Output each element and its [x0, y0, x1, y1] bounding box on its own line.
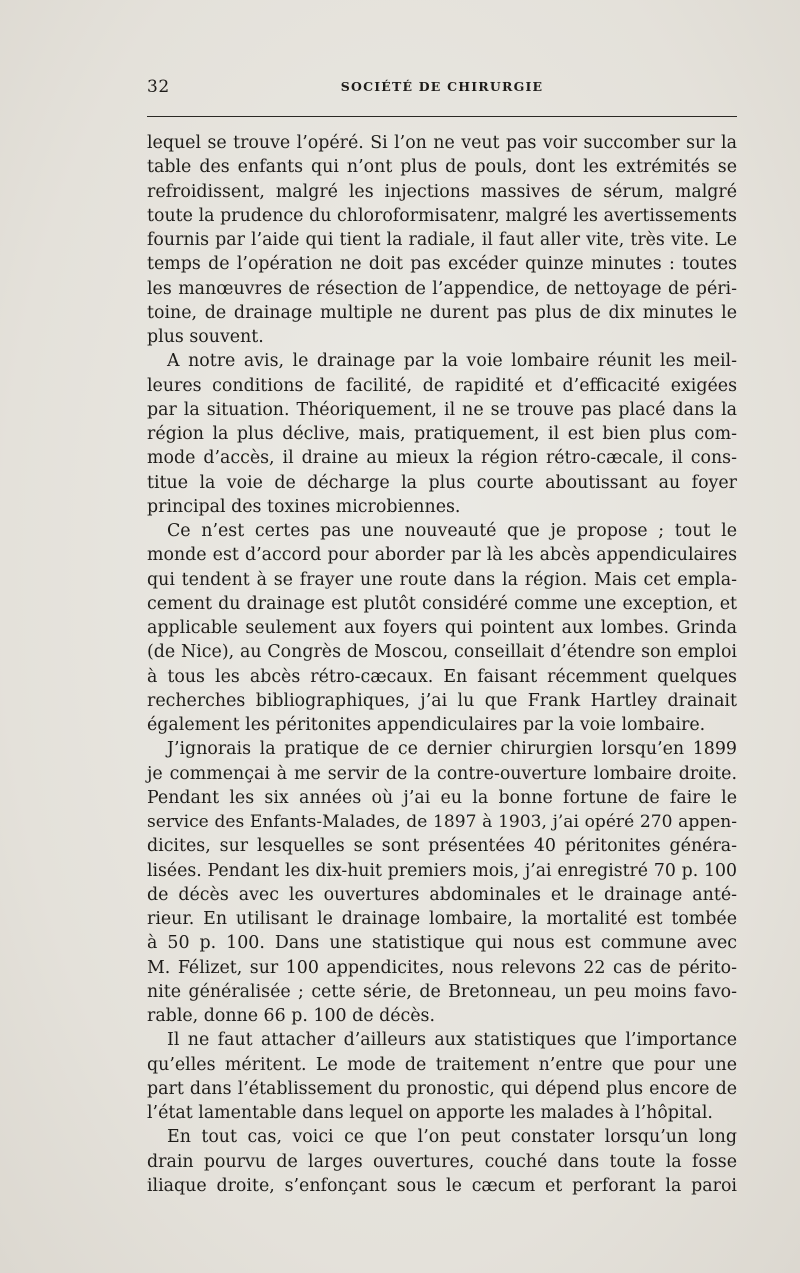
text-line: qui tendent à se frayer une route dans la région. Mais cet empla- [147, 569, 737, 590]
page-number: 32 [147, 77, 170, 97]
text-line: J’ignorais la pratique de ce dernier chirurgien lorsqu’en 1899 [167, 739, 737, 760]
text-line: lequel se trouve l’opéré. Si l’on ne veut pas voir succomber sur la [147, 133, 737, 153]
text-line: (de Nice), au Congrès de Moscou, conseillait d’étendre son emploi [147, 642, 737, 663]
text-line: cement du drainage est plutôt considéré comme une exception, et [147, 593, 737, 614]
body-text [147, 131, 737, 1198]
text-line: drain pourvu de larges ouvertures, couché dans toute la fosse [147, 1151, 737, 1172]
text-line: En tout cas, voici ce que l’on peut constater lorsqu’un long [167, 1127, 737, 1148]
text-line: à tous les abcès rétro-cæcaux. En faisant récemment quelques [147, 666, 737, 687]
text-line: région la plus déclive, mais, pratiquement, il est bien plus com- [147, 424, 737, 444]
text-line: part dans l’établissement du pronostic, qui dépend plus encore de [147, 1078, 737, 1099]
text-line: de décès avec les ouvertures abdominales et le drainage anté- [147, 884, 737, 905]
text-line: l’état lamentable dans lequel on apporte les malades à l’hôpital. [147, 1103, 713, 1123]
text-line: Pendant les six années où j’ai eu la bonne fortune de faire le [147, 787, 737, 808]
text-line: Il ne faut attacher d’ailleurs aux statistiques que l’importance [167, 1030, 737, 1051]
text-line: toute la prudence du chloroformisatenr, malgré les avertissements [147, 205, 737, 226]
text-line: lisées. Pendant les dix-huit premiers mois, j’ai enregistré 70 p. 100 [147, 860, 737, 881]
text-line: toine, de drainage multiple ne durent pas plus de dix minutes le [147, 302, 737, 323]
text-line: monde est d’accord pour aborder par là les abcès appendiculaires [147, 545, 737, 566]
text-line: titue la voie de décharge la plus courte aboutissant au foyer [147, 472, 737, 493]
text-line: par la situation. Théoriquement, il ne se trouve pas placé dans la [147, 399, 737, 420]
text-line: iliaque droite, s’enfonçant sous le cæcum et perforant la paroi [147, 1175, 737, 1196]
text-line: qu’elles méritent. Le mode de traitement n’entre que pour une [147, 1054, 737, 1075]
text-line: recherches bibliographiques, j’ai lu que Frank Hartley drainait [147, 690, 737, 711]
text-line: plus souvent. [147, 327, 264, 347]
text-line: rable, donne 66 p. 100 de décès. [147, 1006, 435, 1026]
text-line: refroidissent, malgré les injections massives de sérum, malgré [147, 181, 737, 202]
running-header [147, 77, 737, 101]
text-line: nite généralisée ; cette série, de Bretonneau, un peu moins favo- [147, 981, 737, 1002]
text-line: fournis par l’aide qui tient la radiale, il faut aller vite, très vite. Le [147, 230, 737, 250]
text-line: mode d’accès, il draine au mieux la région rétro-cæcale, il cons- [147, 448, 737, 469]
text-line: Ce n’est certes pas une nouveauté que je propose ; tout le [167, 521, 737, 541]
text-line: leures conditions de facilité, de rapidité et d’efficacité exigées [147, 375, 737, 396]
text-line: M. Félizet, sur 100 appendicites, nous relevons 22 cas de périto- [147, 957, 737, 978]
text-line: service des Enfants-Malades, de 1897 à 1903, j’ai opéré 270 appen- [147, 812, 737, 832]
text-line: rieur. En utilisant le drainage lombaire, la mortalité est tombée [147, 909, 737, 929]
text-line: à 50 p. 100. Dans une statistique qui nous est commune avec [147, 933, 737, 954]
text-line: applicable seulement aux foyers qui pointent aux lombes. Grinda [147, 618, 737, 638]
running-title: SOCIÉTÉ DE CHIRURGIE [340, 79, 544, 94]
text-line: je commençai à me servir de la contre-ouverture lombaire droite. [147, 763, 737, 784]
text-line: dicites, sur lesquelles se sont présentées 40 péritonites généra- [147, 836, 737, 857]
text-line: principal des toxines microbiennes. [147, 496, 461, 517]
text-line: A notre avis, le drainage par la voie lombaire réunit les meil- [167, 351, 737, 372]
text-line: table des enfants qui n’ont plus de pouls, dont les extrémités se [147, 157, 737, 178]
text-line: également les péritonites appendiculaires par la voie lombaire. [147, 715, 706, 735]
text-line: les manœuvres de résection de l’appendice, de nettoyage de péri- [147, 278, 737, 299]
header-rule [147, 116, 737, 117]
text-line: temps de l’opération ne doit pas excéder quinze minutes : toutes [147, 254, 737, 275]
